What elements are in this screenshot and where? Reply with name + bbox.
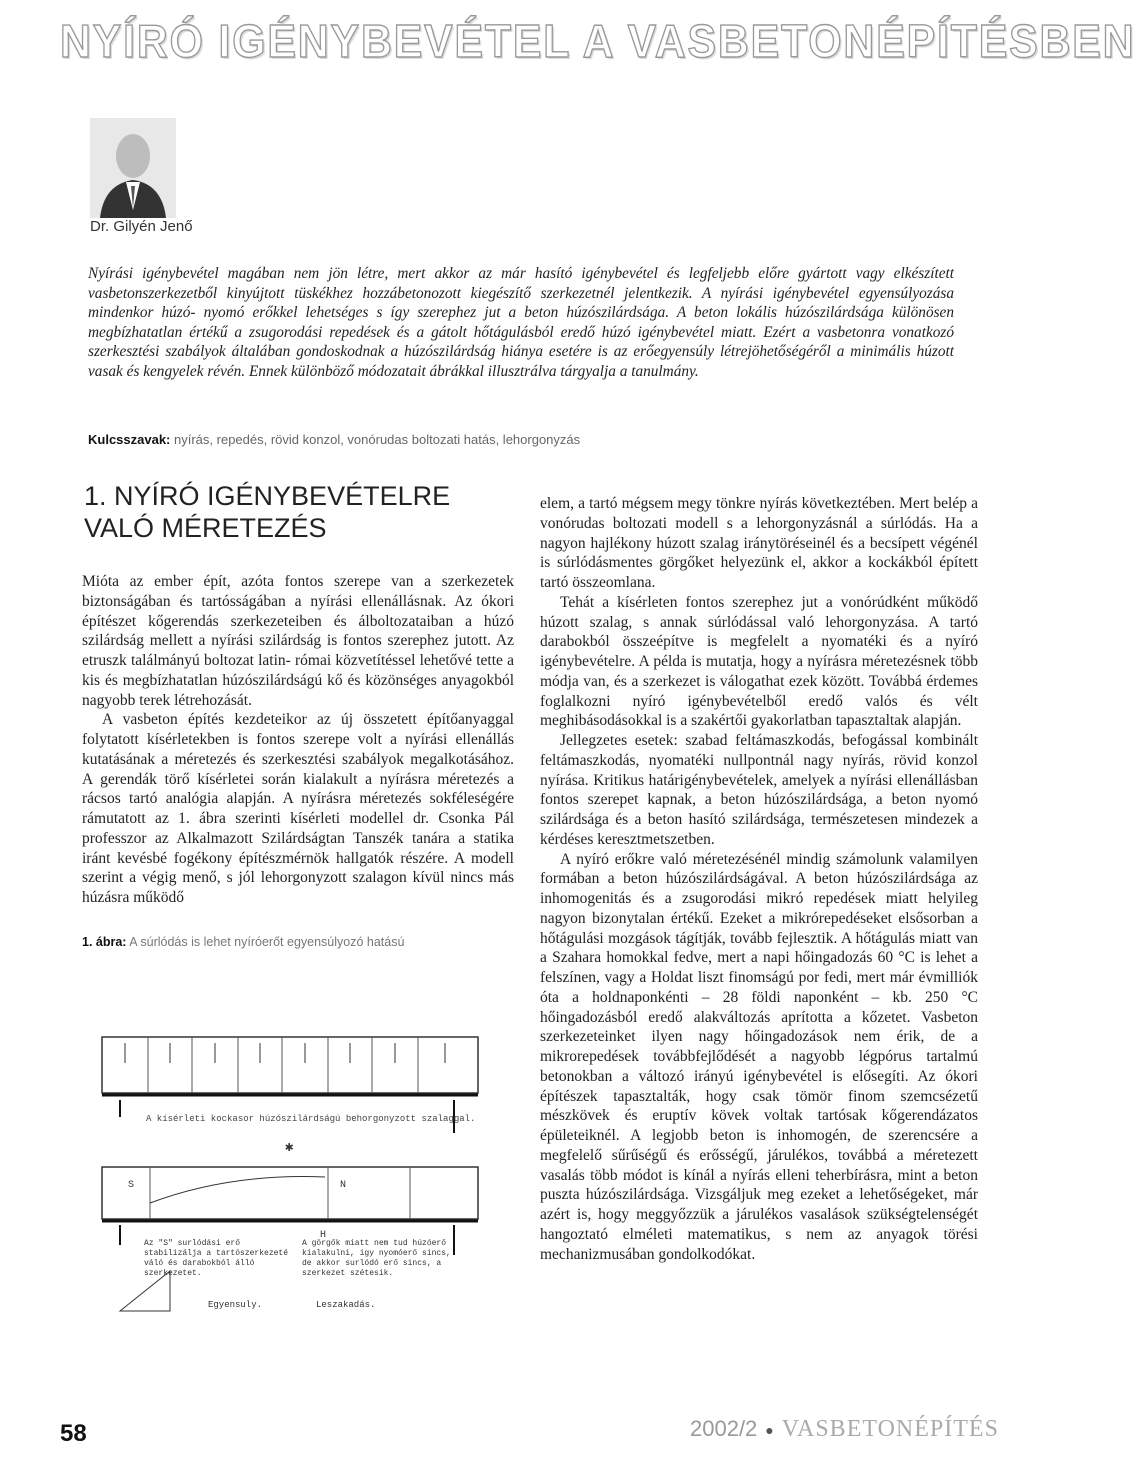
label-N: N	[340, 1180, 347, 1191]
load-arrows	[125, 1043, 445, 1063]
left-column	[82, 572, 514, 908]
figure-caption-label: 1. ábra:	[82, 935, 127, 949]
figure-text-right: A görgők miatt nem tud húzóerő kialakulni, így nyomóerő sincs, de akkor surlódó erő sincs, a szerkezet szétesik.	[302, 1239, 451, 1278]
paragraph: elem, a tartó mégsem megy tönkre nyírás következtében. Mert belép a vonórudas boltozati modell s a lehorgonyzásnál a súrlódás. Ha a nagyon hajlékony húzott szalag iránytöréseinél és a becsípett végénél is súrlódásmentes görgőket helyezünk el, akkor a kockákból épített tartó összeomlana.	[540, 495, 978, 591]
author-name: Dr. Gilyén Jenő	[90, 218, 193, 235]
footer-issue	[690, 1416, 999, 1443]
keywords-label: Kulcsszavak:	[88, 432, 171, 447]
footer-issue-number: 2002/2	[690, 1416, 758, 1441]
label-collapse: Leszakadás.	[316, 1300, 376, 1310]
bullet-icon: ●	[765, 1422, 774, 1439]
right-column	[540, 494, 978, 1264]
page-number: 58	[60, 1420, 87, 1447]
figure-caption-text: A súrlódás is lehet nyíróerőt egyensúlyozó hatású	[129, 935, 405, 949]
paragraph: A nyíró erőkre való méretezésénél mindig számolunk valamilyen formában a beton húzószilárdságával. A beton húzószilárdsága az inhomogenitás és a zsugorodási mikró repedések miatt helyileg nagyon bizonytalan értékű. Ezeket a mikrórepedéseket elsősorban a hőtágulási mozgások tágítják, tovább fejlesztik. A hőtágulás miatt van a Szahara homokkal fedve, mert a napi hőingadozás 60 °C is lehet a felszínen, vagy a Holdat liszt finomságú por fedi, mert már évmilliók óta a holdnaponkénti – 28 földi naponként – kb. 250 °C hőingadozásból eredő alakváltozás aprította a kőzetet. Vasbeton szerkezeteinket ilyen nagy hőingadozások nem érik, de a mikrorepedések továbbfejlődését a nagyobb légpórus tartalmú betonokban a változó irányú igénybevétel is elősegíti. Az ókori építészek tapasztalták, hogy csak tömör finom szemcsézetű mészkövek és eruptív kövek voltak tartósak kőgerendázatos épületeiknél. A legjobb beton is inhomogén, de szerencsére a megfelelő sűrűségű és erősségű, járulékos, továbbá a méretezett vasalás több módot is kínál a nyírás elleni teherbírásra, mint a beton puszta húzószilárdsága. Vizsgáljuk meg ezeket a lehetőségeket, már azért is, hogy meggyőzzük a járulékos vasalások szükségtelenségét hangoztató elméleti matematikus, s nem az anyagok törési mechanizmusában gondolkodókat.	[540, 850, 978, 1263]
bottom-beam	[102, 1167, 478, 1219]
abstract: Nyírási igénybevétel magában nem jön létre, mert akkor az már hasító igénybevétel és legfeljebb előre gyártott vagy elkészített vasbetonszerkezetből kinyújtott tüskékhez hozzábetonozott kiegészítő szerkezetnél jelentkezik. A nyírási igénybevétel egyensúlyozása mindenkor húzó- nyomó erőkkel lehetséges s így szerephez jut a beton húzószilárdsága. A beton lokális húzószilárdsága különösen megbízhatatlan értékű a zsugorodási repedések és a gátolt hőtágulásból eredő húzó igénybevétel miatt. Ezért a vasbetonra vonatkozó szerkesztési szabályok általában gondoskodnak a húzószilárdság hiánya esetére is az erőegyensúly létrejöhetőségéről a minimális húzott vasak és kengyelek révén. Ennek különböző módozatait ábrákkal illusztrálva tárgyalja a tanulmány.	[88, 265, 954, 380]
figure-text-top: A kísérleti kockasor húzószilárdságú behorgonyzott szalaggal.	[146, 1114, 476, 1124]
label-H: H	[320, 1230, 327, 1241]
section-title: 1. NYÍRÓ IGÉNYBEVÉTELRE VALÓ MÉRETEZÉS	[84, 481, 451, 543]
paragraph: A vasbeton építés kezdeteikor az új összetett építőanyaggal folytatott kísérletekben is fontos szerepe volt a nyírási ellenállás kutatásának a méretezés és szerkesztési szabályok megalkotásához. A gerendák törő kísérletei során kialakult a nyírásra méretezés a rácsos tartó analógia alapján. A nyírásra méretezés sokféleségére rámutatott az 1. ábra szerinti kísérleti modellel dr. Csonka Pál professzor az Alkalmazott Szilárdságtan Tanszék tanára a statika iránt kevésbé fogékony építészmérnök hallgatók részére. A modell szerint a végig menő, s jól lehorgonyzott szalagon kívül nincs más húzásra működő	[82, 711, 514, 906]
label-equilibrium: Egyensuly.	[208, 1300, 263, 1310]
paragraph: Tehát a kísérleten fontos szerephez jut a vonórúdként működő húzott szalag, s annak súrlódással való lehorgonyzása. A tartó darabokból összeépítve is megfelelt a nyomatéki és a nyíró igénybevételre. A példa is mutatja, hogy a nyírásra méretezésnek több módja van, és a szerkezet is válogathat ezek között. Továbbá érdemes foglalkozni nyíró igénybevételből eredő valós és vélt meghibásodásokkal is a szakértői gyakorlatban tapasztaltak alapján.	[540, 593, 978, 730]
figure-caption	[82, 935, 404, 949]
top-beam	[102, 1037, 478, 1093]
keywords-value: nyírás, repedés, rövid konzol, vonórudas boltozati hatás, lehorgonyzás	[174, 432, 581, 447]
figure-text-left: Az "S" surlódási erő stabilizálja a tartószerkezeté váló és darabokból álló szerkezetet.	[144, 1239, 289, 1278]
label-S: S	[128, 1180, 135, 1191]
article-banner-title: NYÍRÓ IGÉNYBEVÉTEL A VASBETONÉPÍTÉSBEN	[60, 15, 1135, 67]
paragraph: Jellegzetes esetek: szabad feltámaszkodás, befogással kombinált feltámaszkodás, nyomatéki nullpontnál nagy nyírás, rövid konzol nyírása. Kritikus határigénybevételek, amelyek a nyírási ellenállásban fontos szerepet kapnak, a beton húzószilárdsága, a beton nyomó szilárdsága és a beton hasító szilárdsága, természetesen mindezek a kérdéses keresztmetszetben.	[540, 732, 978, 848]
figure-1-diagram	[80, 955, 520, 1315]
compression-arch	[150, 1177, 325, 1203]
author-portrait	[90, 118, 176, 218]
paragraph: Mióta az ember épít, azóta fontos szerepe van a szerkezetek biztonságában és tartósságában a nyírási ellenállásnak. Az ókori építészet kőgerendás szerkezeteiben és álboltozataiban a húzó szilárdság mellett a nyírási szilárdság is fontos szerephez jutott. Az etruszk találmányú boltozat latin- római közvetítéssel lehetővé tette a kis és megbízhatatlan húzószilárdságú kő és közönséges anyagokból nagyobb terek létrehozását.	[82, 573, 514, 709]
keywords	[88, 432, 580, 447]
cut-marker: ✱	[285, 1140, 294, 1156]
footer-magazine-name: VASBETONÉPÍTÉS	[781, 1416, 999, 1442]
